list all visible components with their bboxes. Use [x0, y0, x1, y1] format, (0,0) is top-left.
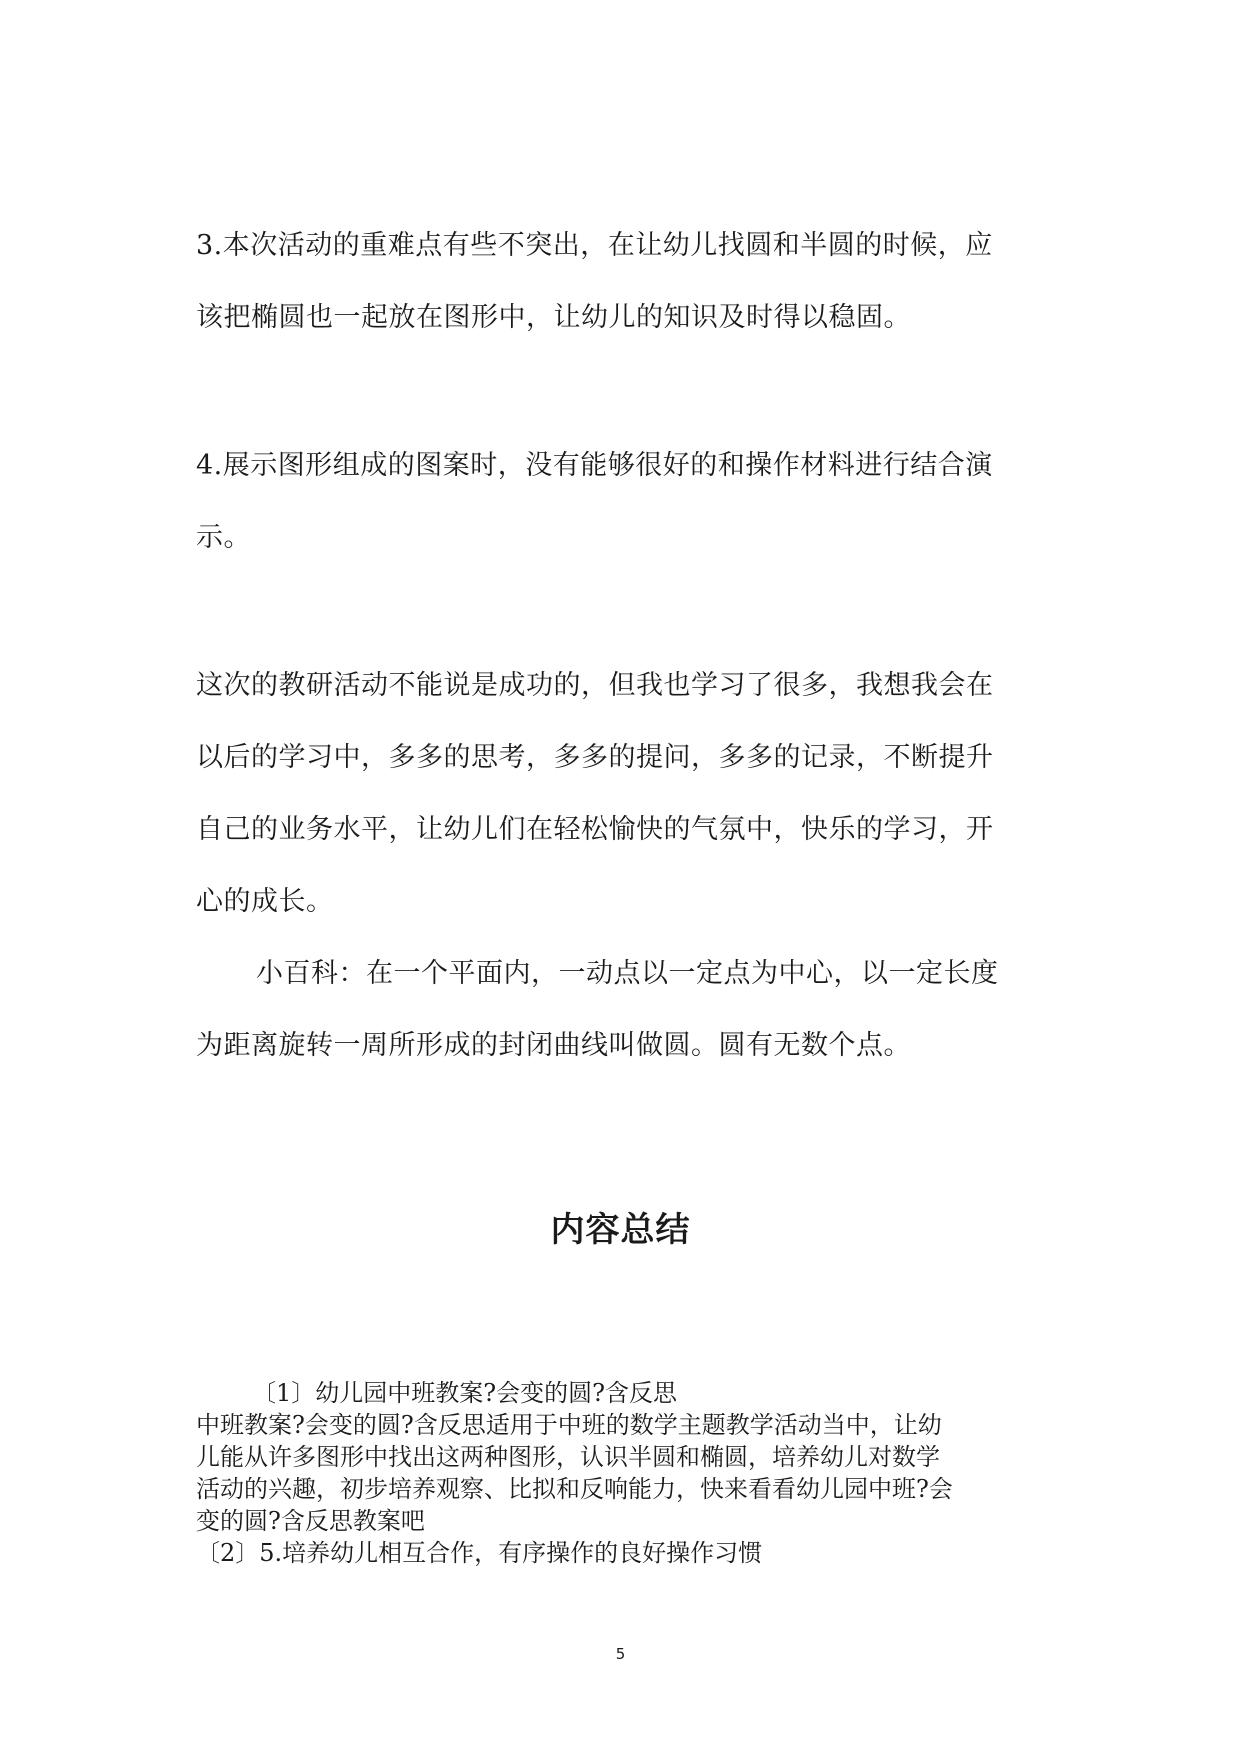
paragraph-5-line-1: 这次的教研活动不能说是成功的，但我也学习了很多，我想我会在 [196, 670, 994, 701]
paragraph-5-line-3: 自己的业务水平，让幼儿们在轻松愉快的气氛中，快乐的学习，开 [196, 814, 994, 845]
summary-item-1-line-4: 变的圆?含反思教案吧 [196, 1507, 425, 1535]
paragraph-5-line-2: 以后的学习中，多多的思考，多多的提问，多多的记录，不断提升 [196, 742, 994, 773]
encyclopedia-line-2: 为距离旋转一周所形成的封闭曲线叫做圆。圆有无数个点。 [196, 1030, 911, 1061]
encyclopedia-line-1: 小百科：在一个平面内，一动点以一定点为中心，以一定长度 [256, 958, 999, 989]
summary-item-1-line-2: 儿能从许多图形中找出这两种图形，认识半圆和椭圆，培养幼儿对数学 [196, 1443, 940, 1471]
summary-item-1-line-1: 中班教案?会变的圆?含反思适用于中班的数学主题教学活动当中，让幼 [196, 1411, 942, 1439]
summary-title: 内容总结 [550, 1210, 691, 1250]
summary-item-2: 〔2〕5.培养幼儿相互合作，有序操作的良好操作习惯 [196, 1539, 763, 1567]
paragraph-3-line-2: 该把椭圆也一起放在图形中，让幼儿的知识及时得以稳固。 [196, 302, 911, 333]
paragraph-5-line-4: 心的成长。 [196, 886, 334, 917]
paragraph-4-line-1: 4.展示图形组成的图案时，没有能够很好的和操作材料进行结合演 [196, 450, 993, 481]
paragraph-3-line-1: 3.本次活动的重难点有些不突出，在让幼儿找圆和半圆的时候，应 [196, 230, 993, 261]
summary-item-1-line-3: 活动的兴趣，初步培养观察、比拟和反响能力，快来看看幼儿园中班?会 [196, 1475, 953, 1503]
summary-item-1-heading: 〔1〕幼儿园中班教案?会变的圆?含反思 [252, 1379, 678, 1407]
paragraph-4-line-2: 示。 [196, 522, 251, 553]
page-number: 5 [615, 1645, 626, 1663]
